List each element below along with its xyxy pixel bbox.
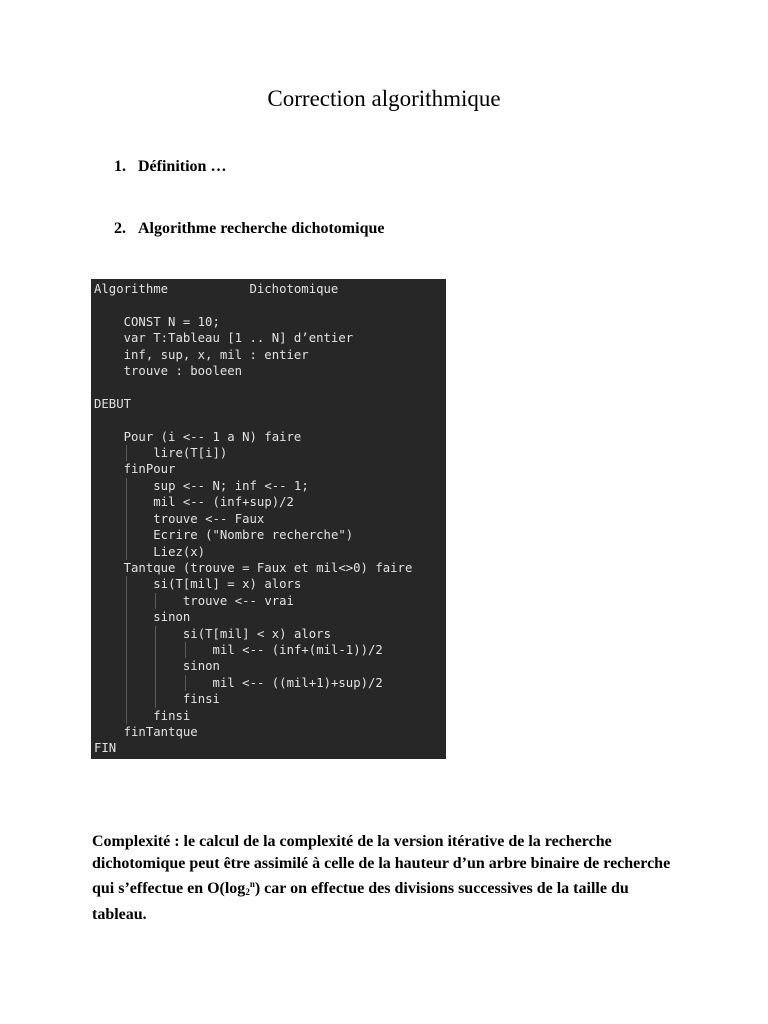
code-line [91, 724, 446, 740]
indent-guide [155, 642, 156, 658]
indent-guide [126, 445, 127, 461]
indent-guide [155, 675, 156, 691]
code-text: sup <-- N; inf <-- 1; [153, 478, 309, 493]
indent-guide [155, 658, 156, 674]
code-text: finTantque [123, 724, 198, 739]
indent-guide [185, 642, 186, 658]
code-text: finsi [182, 692, 220, 707]
paragraph-text-start: Complexité : le calcul de la complexité de la version itérative de la recherche dichotomique peut être assimilé à celle de la hauteur d’un arbre binaire de recherche qui s’effectue en O(log [92, 833, 671, 897]
log-exponent-superscript: n [249, 879, 255, 889]
code-line [91, 347, 446, 363]
section-number: 1. [114, 158, 126, 175]
code-line [91, 445, 446, 461]
indent-guide [126, 675, 127, 691]
code-text: Pour (i <-- 1 a N) faire [123, 429, 302, 444]
code-text: trouve : booleen [123, 364, 243, 379]
code-text: Tantque (trouve = Faux et mil<>0) faire [123, 560, 413, 575]
paragraph-text-end: ) car on effectue des divisions successives de la taille du tableau. [92, 880, 629, 923]
indent-guide [126, 511, 127, 527]
code-text: CONST N = 10; [123, 314, 220, 329]
code-text: trouve <-- Faux [153, 511, 265, 526]
code-line [91, 527, 446, 543]
code-line [91, 314, 446, 330]
code-text: si(T[mil] = x) alors [153, 577, 302, 592]
log-base-subscript: 2 [245, 887, 250, 897]
indent-guide [126, 642, 127, 658]
indent-guide [126, 593, 127, 609]
section-title: Algorithme recherche dichotomique [138, 220, 385, 237]
indent-guide [126, 494, 127, 510]
code-line [91, 576, 446, 592]
section-heading-algorithm [114, 220, 384, 238]
code-text: var T:Tableau [1 .. N] d’entier [123, 331, 354, 346]
code-text: inf, sup, x, mil : entier [123, 347, 309, 362]
code-line [91, 363, 446, 379]
indent-guide [126, 527, 127, 543]
code-line [91, 642, 446, 658]
indent-guide [155, 626, 156, 642]
code-text: Ecrire ("Nombre recherche") [153, 528, 354, 543]
code-text: finsi [153, 708, 191, 723]
code-line [91, 708, 446, 724]
code-line [91, 675, 446, 691]
code-line [91, 593, 446, 609]
code-line [91, 297, 446, 313]
code-line [91, 478, 446, 494]
code-text: Algorithme Dichotomique [94, 282, 339, 296]
code-text: Liez(x) [153, 544, 206, 559]
indent-guide [126, 478, 127, 494]
code-line [91, 560, 446, 576]
section-heading-definition [114, 158, 226, 176]
code-line [91, 281, 446, 297]
code-text: finPour [123, 462, 176, 477]
section-number: 2. [114, 220, 126, 237]
indent-guide [126, 708, 127, 724]
code-line [91, 626, 446, 642]
code-line [91, 412, 446, 428]
code-text: sinon [182, 659, 220, 674]
code-line [91, 511, 446, 527]
code-line [91, 429, 446, 445]
indent-guide [155, 593, 156, 609]
code-text: mil <-- ((mil+1)+sup)/2 [212, 675, 383, 690]
code-text: lire(T[i]) [153, 446, 228, 461]
code-line [91, 691, 446, 707]
complexity-paragraph [92, 831, 682, 925]
code-line [91, 609, 446, 625]
code-line [91, 379, 446, 395]
indent-guide [185, 675, 186, 691]
indent-guide [155, 691, 156, 707]
code-block [91, 279, 446, 759]
code-line [91, 494, 446, 510]
indent-guide [126, 576, 127, 592]
code-text: si(T[mil] < x) alors [182, 626, 331, 641]
page-title: Correction algorithmique [267, 86, 501, 111]
indent-guide [126, 609, 127, 625]
indent-guide [126, 626, 127, 642]
code-text: mil <-- (inf+sup)/2 [153, 495, 294, 510]
code-text: FIN [94, 741, 117, 756]
code-text: DEBUT [94, 396, 132, 411]
code-line [91, 658, 446, 674]
code-line [91, 461, 446, 477]
code-line [91, 740, 446, 756]
code-line [91, 330, 446, 346]
section-title: Définition … [138, 158, 227, 175]
code-text: mil <-- (inf+(mil-1))/2 [212, 642, 383, 657]
code-text: trouve <-- vrai [182, 593, 294, 608]
code-text: sinon [153, 610, 191, 625]
indent-guide [126, 658, 127, 674]
indent-guide [126, 544, 127, 560]
code-line [91, 396, 446, 412]
code-line [91, 544, 446, 560]
indent-guide [126, 691, 127, 707]
